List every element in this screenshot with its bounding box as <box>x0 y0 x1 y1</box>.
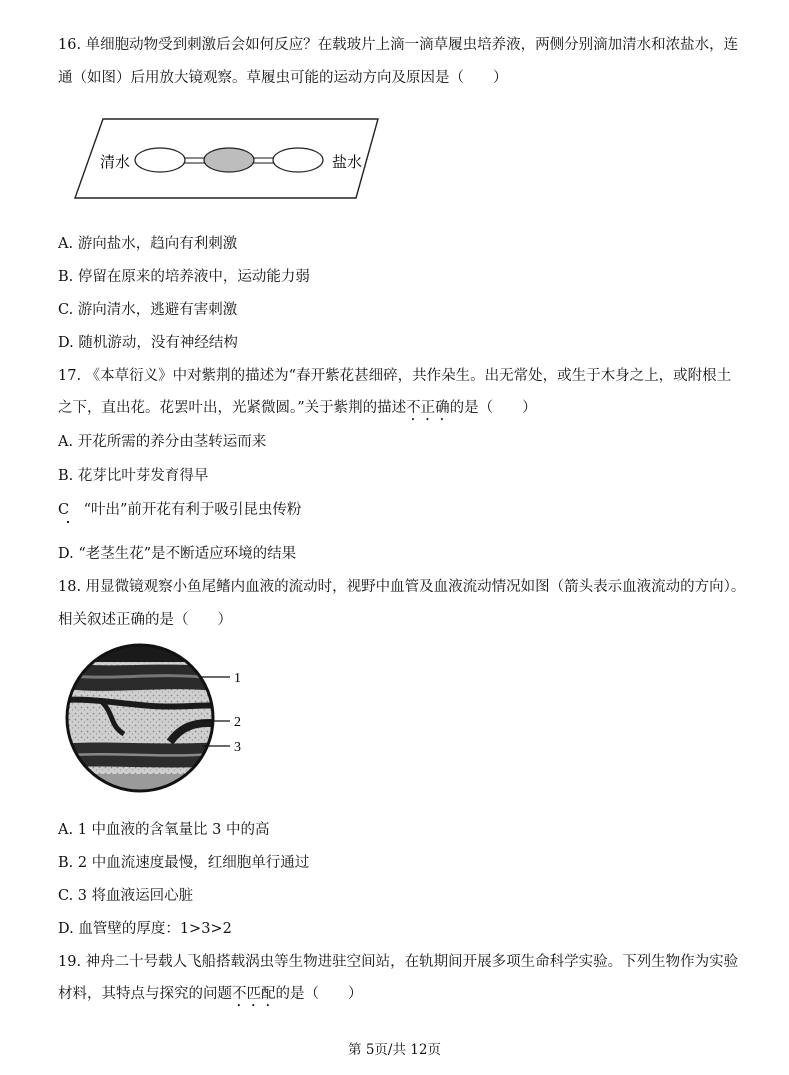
q16-stem-line2: 通（如图）后用放大镜观察。草履虫可能的运动方向及原因是（ ） <box>58 70 508 86</box>
q18-option-b: B. 2 中血流速度最慢，红细胞单行通过 <box>58 855 310 871</box>
salt-water-label: 盐水 <box>332 154 363 171</box>
q17-option-a: A. 开花所需的养分由茎转运而来 <box>58 434 267 450</box>
fresh-water-label: 清水 <box>100 154 131 171</box>
fresh-water-drop <box>135 148 185 172</box>
q16-stem-line1: 16. 单细胞动物受到刺激后会如何反应？在载玻片上滴一滴草履虫培养液，两侧分别滴加清水和浓盐水，连 <box>58 37 739 53</box>
label-2: 2 <box>234 715 241 730</box>
q17-option-b: B. 花芽比叶芽发育得早 <box>58 468 209 484</box>
label-3: 3 <box>234 740 241 755</box>
blood-vessel-micrograph <box>62 640 262 800</box>
q19-stem-line2: 材料，其特点与探究的问题不匹配的是（ ） <box>58 986 363 1002</box>
q18-option-d: D. 血管壁的厚度：1>3>2 <box>58 921 232 937</box>
q16-option-a: A. 游向盐水，趋向有利刺激 <box>58 236 238 252</box>
q17-option-d: D. “老茎生花”是不断适应环境的结果 <box>58 546 297 562</box>
page-footer: 第 5页/共 12页 <box>348 1042 441 1058</box>
q16-option-d: D. 随机游动，没有神经结构 <box>58 335 238 351</box>
label-1: 1 <box>234 671 241 686</box>
q16-option-b: B. 停留在原来的培养液中，运动能力弱 <box>58 269 310 285</box>
paramecium-slide-figure <box>70 112 390 204</box>
q19-emphasis: 不匹配 <box>232 986 276 1002</box>
q17-option-c: C “叶出”前开花有利于吸引昆虫传粉 <box>58 502 302 518</box>
salt-water-drop <box>273 148 323 172</box>
q19-stem-line1: 19. 神舟二十号载人飞船搭载涡虫等生物进驻空间站，在轨期间开展多项生命科学实验。下列生物作为实验 <box>58 954 739 970</box>
q18-stem-line2: 相关叙述正确的是（ ） <box>58 612 232 628</box>
q17-stem-line2: 之下，直出花。花罢叶出，光紧微圆。”关于紫荆的描述不正确的是（ ） <box>58 400 537 416</box>
q18-option-a: A. 1 中血液的含氧量比 3 中的高 <box>58 822 270 838</box>
q17-emphasis: 不正确 <box>406 400 450 416</box>
q18-option-c: C. 3 将血液运回心脏 <box>58 888 194 904</box>
q18-stem-line1: 18. 用显微镜观察小鱼尾鳍内血液的流动时，视野中血管及血液流动情况如图（箭头表示血液流动的方向）。 <box>58 579 746 595</box>
culture-drop <box>204 148 254 172</box>
stray-dot <box>67 521 69 523</box>
q17-stem-line1: 17. 《本草衍义》中对紫荆的描述为“春开紫花甚细碎，共作朵生。出无常处，或生于木身之上，或附根土 <box>58 368 732 384</box>
q16-option-c: C. 游向清水，逃避有害刺激 <box>58 302 238 318</box>
